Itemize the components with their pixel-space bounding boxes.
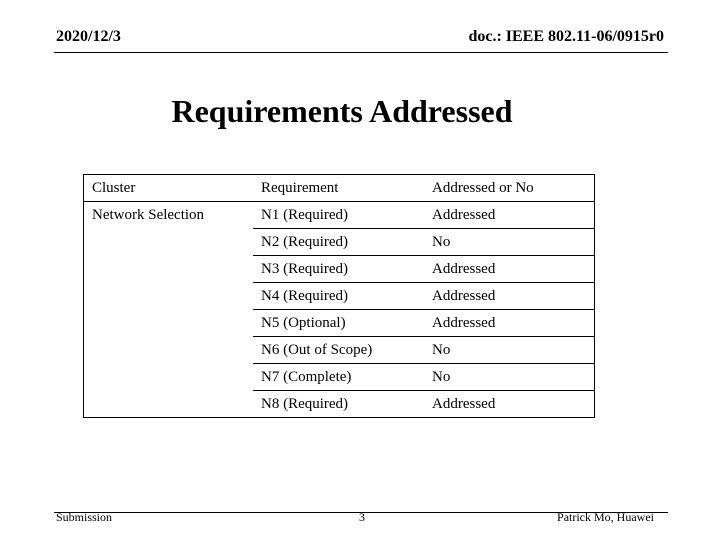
cluster-cell-empty [84,337,254,364]
requirement-cell: N6 (Out of Scope) [253,337,424,364]
header-doc-id: doc.: IEEE 802.11-06/0915r0 [468,28,664,45]
addressed-cell: Addressed [424,283,595,310]
table-row [84,364,595,391]
table-row [84,337,595,364]
header-date: 2020/12/3 [56,28,121,45]
requirement-cell: N3 (Required) [253,256,424,283]
requirements-table [83,174,595,418]
table-header-row [84,175,595,202]
slide-title: Requirements Addressed [171,93,513,129]
addressed-cell: No [424,337,595,364]
cluster-cell-empty [84,283,254,310]
page-number: 3 [359,510,365,524]
column-header-addressed: Addressed or No [424,175,595,202]
requirement-cell: N4 (Required) [253,283,424,310]
addressed-cell: Addressed [424,310,595,337]
addressed-cell: Addressed [424,256,595,283]
footer-submission: Submission [56,510,113,524]
addressed-cell: No [424,364,595,391]
cluster-cell-empty [84,229,254,256]
cluster-cell-empty [84,256,254,283]
table-row [84,229,595,256]
cluster-cell-empty [84,310,254,337]
cluster-cell-empty [84,391,254,418]
requirement-cell: N5 (Optional) [253,310,424,337]
table-row [84,391,595,418]
header-divider [54,52,668,53]
addressed-cell: No [424,229,595,256]
column-header-cluster: Cluster [84,175,254,202]
requirement-cell: N2 (Required) [253,229,424,256]
cluster-cell: Network Selection [84,202,254,229]
table-row [84,256,595,283]
requirement-cell: N7 (Complete) [253,364,424,391]
addressed-cell: Addressed [424,391,595,418]
requirement-cell: N1 (Required) [253,202,424,229]
requirement-cell: N8 (Required) [253,391,424,418]
cluster-cell-empty [84,364,254,391]
table-row [84,310,595,337]
footer-author: Patrick Mo, Huawei [557,510,654,524]
table-row [84,202,595,229]
table-row [84,283,595,310]
addressed-cell: Addressed [424,202,595,229]
column-header-requirement: Requirement [253,175,424,202]
